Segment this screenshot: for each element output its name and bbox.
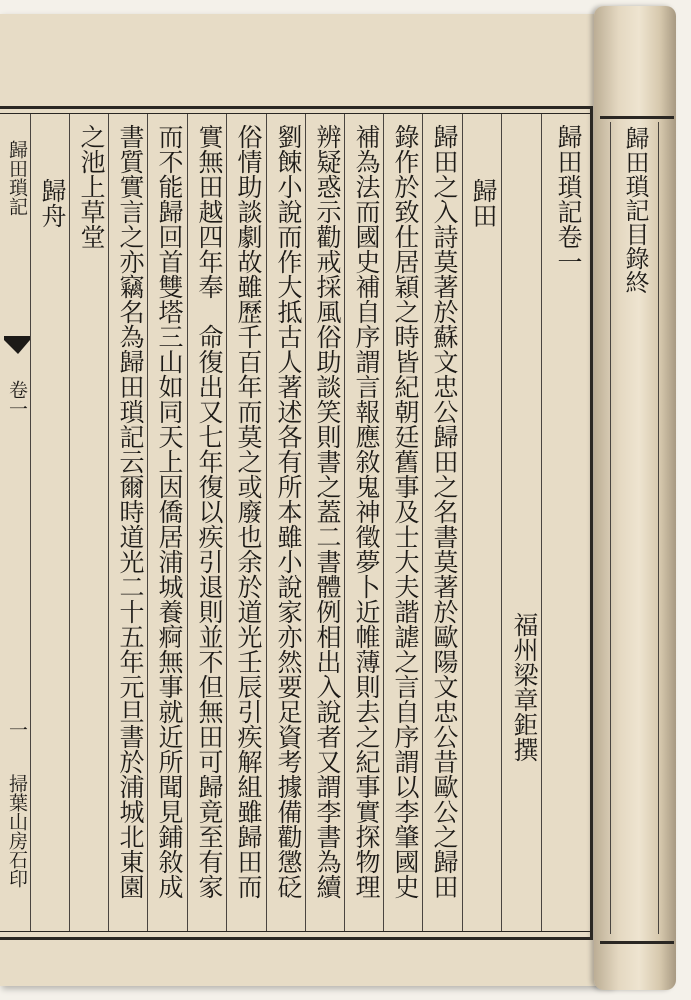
roll-rule — [658, 122, 659, 934]
next-section-heading: 歸舟 — [38, 178, 67, 228]
preface-line: 書質實言之亦竊名為歸田瑣記云爾時道光二十五年元旦書於浦城北東園 — [116, 124, 145, 899]
preface-line: 劉餗小說而作大抵古人著述各有所本雖小說家亦然要足資考據備勸懲砭 — [274, 124, 303, 899]
fold-page-number: 一 — [6, 720, 28, 739]
preface-line: 錄作於致仕居穎之時皆紀朝廷舊事及士大夫諧謔之言自序謂以李肇國史 — [391, 124, 420, 899]
column-rule — [501, 114, 502, 931]
column-rule — [541, 114, 542, 931]
fold-volume: 卷一 — [6, 380, 28, 418]
column-rule — [305, 114, 306, 931]
preface-line: 俗情助談劇故雖歷千百年而莫之或廢也余於道光壬辰引疾解組雖歸田而 — [234, 124, 263, 899]
column-rule — [383, 114, 384, 931]
preface-line: 歸田之入詩莫著於蘇文忠公歸田之名書莫著於歐陽文忠公昔歐公之歸田 — [430, 124, 459, 899]
frame-bottom-inner — [0, 931, 593, 932]
column-rule — [187, 114, 188, 931]
section-heading: 歸田 — [469, 178, 498, 228]
preface-line: 而不能歸回首雙塔三山如同天上因僑居浦城養痾無事就近所聞見鋪敘成 — [155, 124, 184, 899]
frame-bottom — [0, 937, 593, 940]
fold-publisher: 掃葉山房石印 — [6, 774, 28, 888]
column-rule — [147, 114, 148, 931]
author-line: 福州梁章鉅撰 — [510, 612, 539, 762]
frame-top-inner — [0, 113, 593, 114]
column-rule — [226, 114, 227, 931]
column-rule — [462, 114, 463, 931]
column-rule — [266, 114, 267, 931]
preface-line: 實無田越四年奉 命復出又七年復以疾引退則並不但無田可歸竟至有家 — [195, 124, 224, 899]
column-rule — [108, 114, 109, 931]
column-rule — [422, 114, 423, 931]
fold-rule — [30, 114, 31, 931]
preface-line: 補為法而國史補自序謂言報應敘鬼神徵夢卜近帷薄則去之紀事實探物理 — [352, 124, 381, 899]
frame-top — [0, 106, 593, 109]
volume-title: 歸田瑣記卷一 — [554, 124, 583, 274]
fish-tail-mark — [4, 332, 30, 358]
frame-right — [590, 106, 593, 940]
column-rule — [69, 114, 70, 931]
preface-line: 之池上草堂 — [77, 124, 106, 249]
roll-toc-end: 歸田瑣記目錄終 — [621, 126, 649, 294]
fold-book-title: 歸田瑣記 — [6, 140, 28, 216]
preface-line: 辨疑惑示勸戒採風俗助談笑則書之蓋二書體例相出入說者又謂李書為續 — [313, 124, 342, 899]
column-rule — [344, 114, 345, 931]
roll-rule — [610, 122, 611, 934]
